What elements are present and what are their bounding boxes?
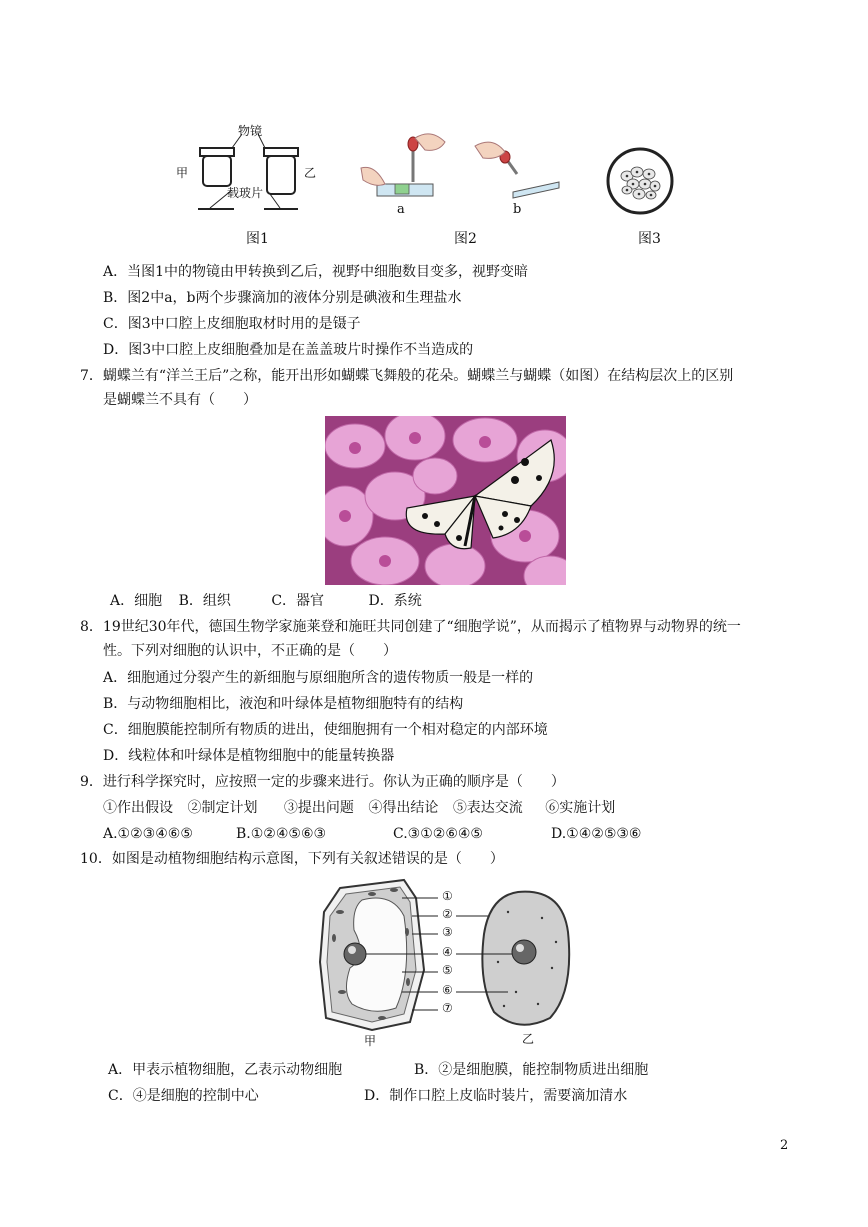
slide-label: 载玻片 [227,186,264,200]
q10-option-a: A．甲表示植物细胞，乙表示动物细胞 [108,1062,343,1078]
cell-label-7: ⑦ [442,1001,453,1015]
objective-label: 物镜 [238,124,263,138]
q9-step-4: ④得出结论 [368,800,439,816]
q7-stem-line2: 是蝴蝶兰不具有（ ） [103,392,257,408]
q6-option-b: B．图2中a，b两个步骤滴加的液体分别是碘液和生理盐水 [103,290,462,306]
figure-3-cheek-cells [605,146,675,216]
q9-option-c: C.③①②⑥④⑤ [393,826,483,842]
cell-label-1: ① [442,889,453,903]
cell-label-5: ⑤ [442,963,453,977]
q9-step-2: ②制定计划 [187,800,258,816]
plant-animal-cell-diagram [312,872,594,1052]
q6-option-a: A．当图1中的物镜由甲转换到乙后，视野中细胞数目变多，视野变暗 [103,264,529,280]
q8-stem-line2: 性。下列对细胞的认识中，不正确的是（ ） [103,643,397,659]
q8-option-b: B．与动物细胞相比，液泡和叶绿体是植物细胞特有的结构 [103,696,464,712]
cell-label-3: ③ [442,925,453,939]
q9-step-3: ③提出问题 [283,800,354,816]
page-number: 2 [780,1138,789,1153]
figure-3-caption: 图3 [638,231,661,247]
q10-option-b: B．②是细胞膜，能控制物质进出细胞 [414,1062,649,1078]
cell-label-4: ④ [442,945,453,959]
cell-label-6: ⑥ [442,983,453,997]
q10-option-d: D．制作口腔上皮临时装片，需要滴加清水 [364,1088,628,1104]
q7-options [110,591,422,611]
figure-1-caption: 图1 [246,231,269,247]
figure-1-microscope-objectives [170,120,320,220]
figure-2-caption: 图2 [454,231,477,247]
q8-option-a: A．细胞通过分裂产生的新细胞与原细胞所含的遗传物质一般是一样的 [103,670,534,686]
q10-option-c: C．④是细胞的控制中心 [108,1088,259,1104]
q9-option-d: D.①④②⑤③⑥ [551,826,642,842]
q7-option-a: A．细胞 [110,593,163,609]
q6-option-c: C．图3中口腔上皮细胞取材时用的是镊子 [103,316,361,332]
q9-step-6: ⑥实施计划 [545,800,616,816]
q6-option-d: D．图3中口腔上皮细胞叠加是在盖盖玻片时操作不当造成的 [103,342,474,358]
yi-label: 乙 [304,166,317,180]
plant-cell-label: 甲 [364,1034,377,1048]
figure-2-dropper-steps [355,128,565,220]
step-b-label: b [513,202,522,217]
animal-cell-label: 乙 [522,1032,535,1046]
cell-label-2: ② [442,907,453,921]
q7-stem-line1: 7．蝴蝶兰有“洋兰王后”之称，能开出形如蝴蝶飞舞般的花朵。蝴蝶兰与蝴蝶（如图）在结构层次上的区别 [80,368,734,384]
q9-step-5: ⑤表达交流 [452,800,523,816]
q7-option-b: B．组织 [178,593,231,609]
q8-option-c: C．细胞膜能控制所有物质的进出，使细胞拥有一个相对稳定的内部环境 [103,722,548,738]
q9-option-b: B.①②④⑤⑥③ [236,826,327,842]
q7-option-c: C．器官 [271,593,325,609]
q9-stem: 9．进行科学探究时，应按照一定的步骤来进行。你认为正确的顺序是（ ） [80,774,565,790]
step-a-label: a [397,202,405,217]
q8-option-d: D．线粒体和叶绿体是植物细胞中的能量转换器 [103,748,395,764]
jia-label: 甲 [176,166,189,180]
q10-stem: 10．如图是动植物细胞结构示意图，下列有关叙述错误的是（ ） [80,851,504,867]
q9-step-1: ①作出假设 [103,800,173,816]
q9-option-a: A.①②③④⑥⑤ [103,826,193,842]
q8-stem-line1: 8．19世纪30年代，德国生物学家施莱登和施旺共同创建了“细胞学说”，从而揭示了植物界与动物界的统一 [80,619,741,635]
butterfly-orchid-photo [325,416,566,585]
q9-steps [103,798,615,818]
q7-option-d: D．系统 [368,593,422,609]
